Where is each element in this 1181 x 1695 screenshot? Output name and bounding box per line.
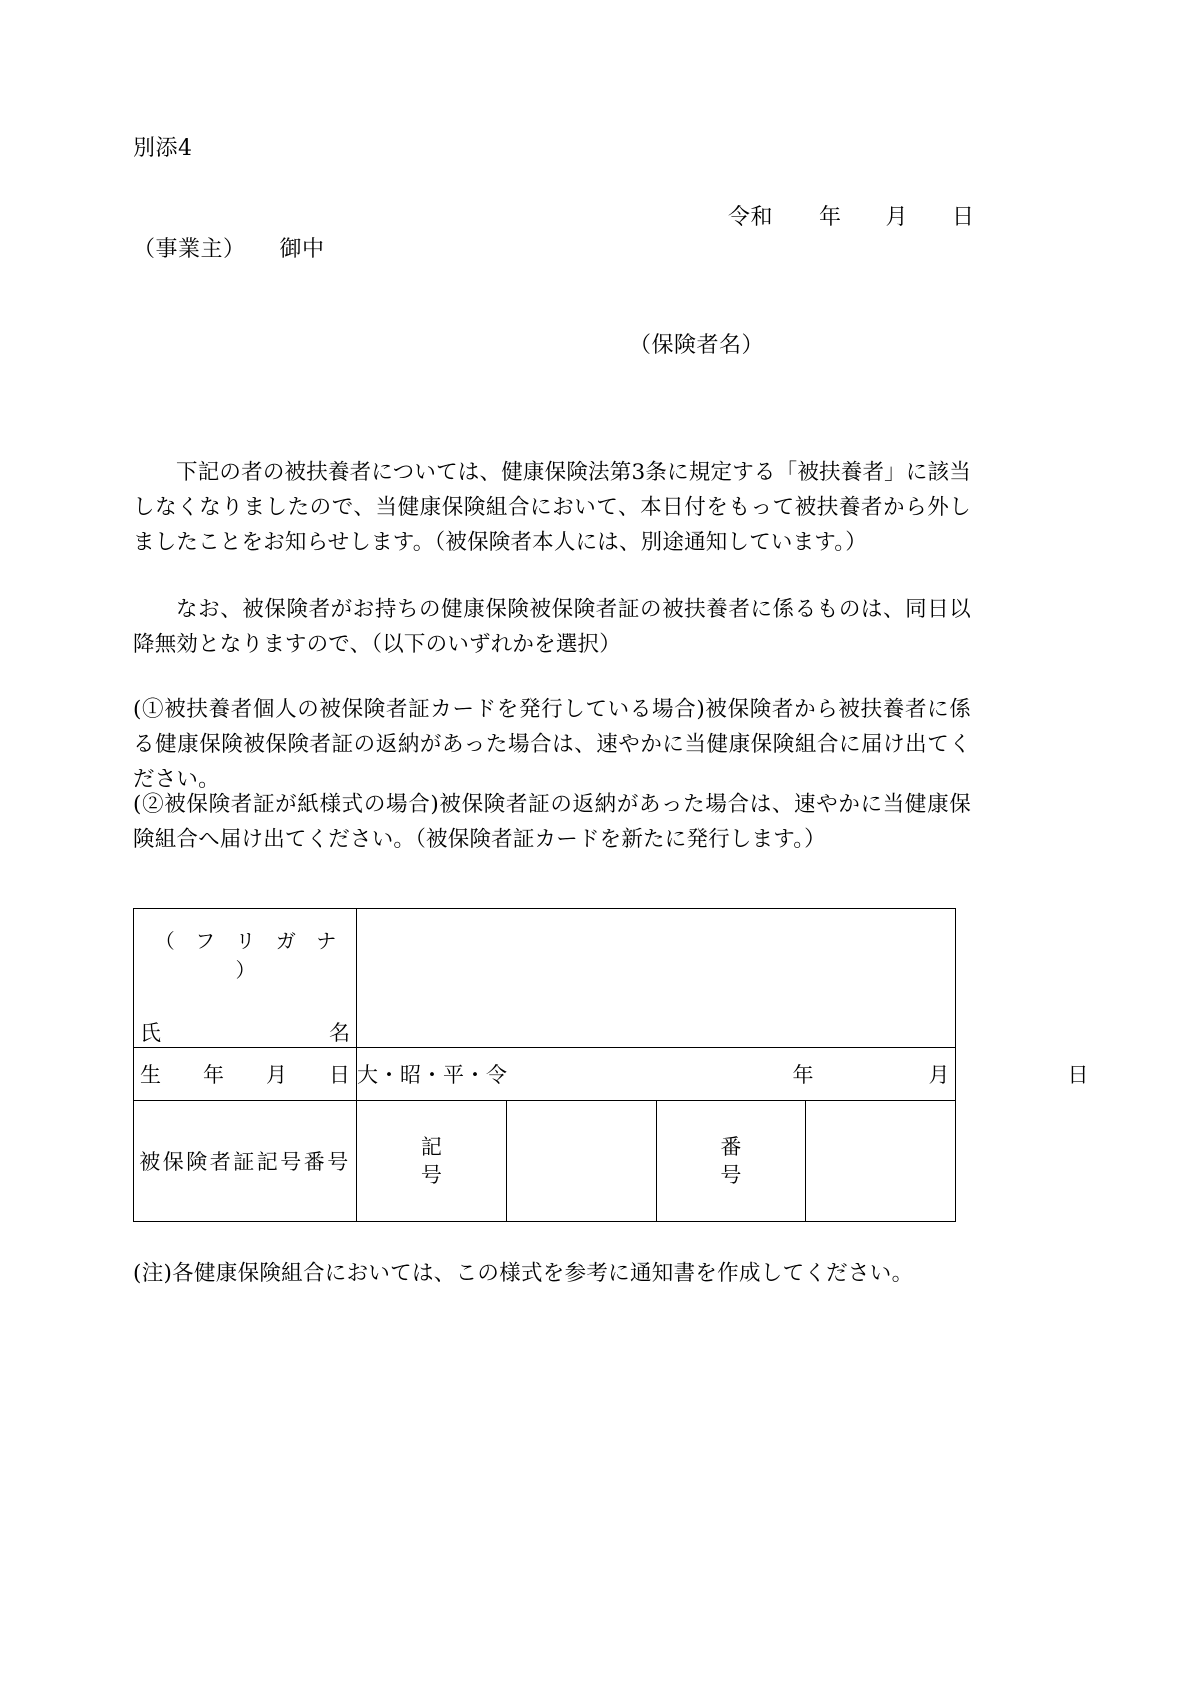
bangou-value-cell[interactable] bbox=[806, 1101, 956, 1222]
body-paragraph-1-wrap bbox=[133, 455, 971, 560]
addressee-honorific: 御中 bbox=[279, 237, 325, 262]
insurer-name-label: （保険者名） bbox=[629, 333, 765, 358]
birth-char-1: 年 bbox=[203, 1063, 224, 1087]
birth-char-3: 日 bbox=[329, 1063, 350, 1087]
birth-char-2: 月 bbox=[266, 1063, 287, 1087]
kigou-label-char-1: 号 bbox=[420, 1163, 442, 1187]
era-options[interactable]: 大・昭・平・令 bbox=[357, 1063, 508, 1087]
shimei-right-char: 名 bbox=[329, 1021, 350, 1045]
day-unit: 日 bbox=[952, 205, 975, 230]
footnote: (注)各健康保険組合においては、この様式を参考に通知書を作成してください。 bbox=[133, 1261, 914, 1286]
date-line bbox=[728, 205, 975, 231]
birth-month-unit: 月 bbox=[928, 1063, 950, 1087]
body-paragraph-4: (②被保険者証が紙様式の場合)被保険者証の返納があった場合は、速やかに当健康保険組合へ届け出てください。（被保険者証カードを新たに発行します。） bbox=[133, 792, 971, 852]
dependent-info-table bbox=[133, 908, 1089, 1222]
body-paragraph-4-wrap bbox=[133, 787, 971, 857]
table-row-insurance-number bbox=[134, 1101, 956, 1222]
body-paragraph-1: 下記の者の被扶養者については、健康保険法第3条に規定する「被扶養者」に該当しなくなりましたので、当健康保険組合において、本日付をもって被扶養者から外しましたことをお知らせします。（被保険者本人には、別途通知しています。） bbox=[133, 460, 971, 555]
name-label-cell bbox=[134, 909, 357, 1048]
birth-year-unit: 年 bbox=[792, 1063, 814, 1087]
birth-day-unit: 日 bbox=[1067, 1063, 1089, 1087]
bangou-label-cell bbox=[656, 1101, 806, 1222]
month-unit: 月 bbox=[885, 205, 909, 230]
era-label: 令和 bbox=[728, 205, 774, 230]
addressee-party: （事業主） bbox=[133, 237, 246, 262]
insurance-number-label-cell: 被保険者証記号番号 bbox=[134, 1101, 357, 1222]
kigou-label-cell bbox=[357, 1101, 507, 1222]
body-paragraph-2-wrap bbox=[133, 592, 971, 662]
year-unit: 年 bbox=[819, 205, 842, 230]
kigou-label-char-0: 記 bbox=[420, 1134, 442, 1159]
body-paragraph-2: なお、被保険者がお持ちの健康保険被保険者証の被扶養者に係るものは、同日以降無効となりますので、（以下のいずれかを選択） bbox=[133, 597, 971, 657]
shimei-left-char: 氏 bbox=[140, 1021, 161, 1045]
kigou-value-cell[interactable] bbox=[506, 1101, 656, 1222]
bangou-label-char-0: 番 bbox=[720, 1134, 742, 1159]
addressee-line bbox=[133, 237, 325, 263]
birthdate-label-cell bbox=[134, 1048, 357, 1101]
birthdate-value-cell[interactable] bbox=[357, 1048, 1089, 1101]
attachment-label: 別添4 bbox=[133, 136, 193, 161]
bangou-label-char-1: 号 bbox=[720, 1163, 742, 1187]
table-row-birthdate bbox=[134, 1048, 956, 1101]
birthdate-label-chars bbox=[134, 1059, 356, 1089]
body-paragraph-3-wrap bbox=[133, 692, 971, 797]
furigana-label: （ フ リ ガ ナ ） bbox=[154, 929, 344, 982]
name-value-cell[interactable] bbox=[357, 909, 956, 1048]
table-row-name bbox=[134, 909, 956, 1048]
birth-char-0: 生 bbox=[140, 1063, 161, 1087]
body-paragraph-3: (①被扶養者個人の被保険者証カードを発行している場合)被保険者から被扶養者に係る健康保険被保険者証の返納があった場合は、速やかに当健康保険組合に届け出てください。 bbox=[133, 697, 971, 792]
birthdate-fields bbox=[357, 1059, 1089, 1089]
shimei-label bbox=[134, 1017, 356, 1047]
